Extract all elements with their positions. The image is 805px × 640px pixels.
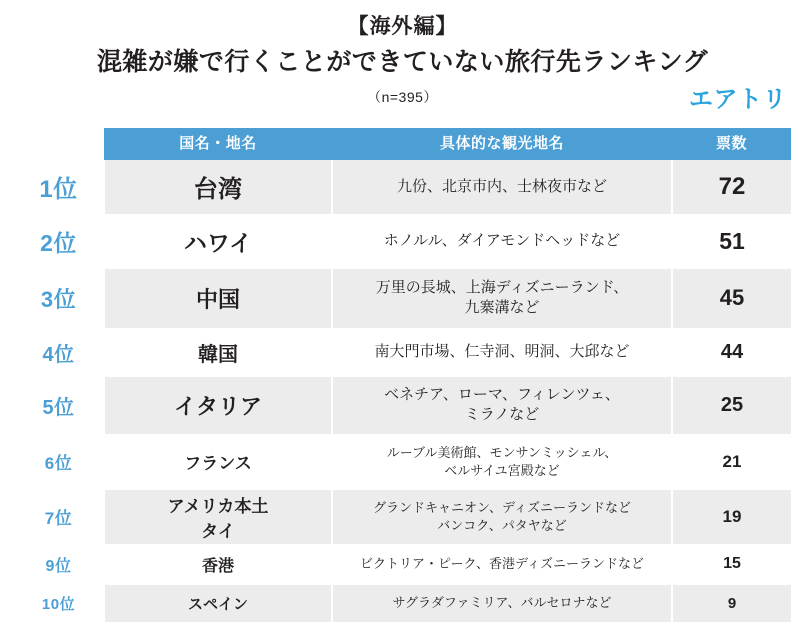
table-row: [14, 584, 791, 622]
spot-line: グランドキャニオン、ディズニーランドなど: [373, 499, 631, 515]
rank-label: 6位: [14, 434, 104, 489]
country-name-line: ハワイ: [183, 229, 253, 256]
table-row: [14, 160, 791, 214]
spot-line: ミラノなど: [464, 406, 540, 423]
country-name: [104, 214, 332, 268]
ranking-table-wrapper: [14, 128, 791, 623]
table-row: [14, 544, 791, 584]
header: [0, 0, 805, 107]
country-name-line: スペイン: [187, 595, 248, 613]
votes-value: 21: [672, 434, 791, 489]
country-name-line: タイ: [201, 521, 235, 541]
spot-line: ホノルル、ダイアモンドヘッドなど: [383, 231, 621, 249]
spot-list: [332, 160, 672, 214]
title-overseas-label: 【海外編】: [347, 15, 458, 38]
spot-line: 九寨溝など: [464, 299, 540, 316]
rank-label: 5位: [14, 376, 104, 434]
table-row: [14, 434, 791, 489]
rank-label: 9位: [14, 544, 104, 584]
table-row: [14, 376, 791, 434]
country-name: [104, 489, 332, 544]
table-row: [14, 268, 791, 328]
votes-value: 45: [672, 268, 791, 328]
country-name-line: 韓国: [198, 343, 238, 366]
rank-label: 3位: [14, 268, 104, 328]
country-name: [104, 328, 332, 376]
country-name: [104, 160, 332, 214]
country-name: [104, 544, 332, 584]
votes-value: 19: [672, 489, 791, 544]
country-name-line: 香港: [201, 557, 234, 575]
country-name-line: アメリカ本土: [167, 496, 269, 516]
table-row: [14, 214, 791, 268]
spot-line: 万里の長城、上海ディズニーランド、: [375, 278, 629, 296]
table-row: [14, 489, 791, 544]
votes-value: 51: [672, 214, 791, 268]
spot-line: 南大門市場、仁寺洞、明洞、大邱など: [374, 342, 630, 360]
spot-list: [332, 489, 672, 544]
spot-list: [332, 214, 672, 268]
rank-label: 4位: [14, 328, 104, 376]
rank-label: 7位: [14, 489, 104, 544]
ranking-table: [14, 128, 791, 623]
votes-value: 44: [672, 328, 791, 376]
country-name-line: イタリア: [173, 393, 262, 419]
spot-list: [332, 268, 672, 328]
page-title: 混雑が嫌で行くことができていない旅行先ランキング: [96, 48, 709, 77]
spot-list: [332, 544, 672, 584]
spot-line: バンコク、パタヤなど: [437, 517, 567, 533]
votes-value: 15: [672, 544, 791, 584]
country-name: [104, 584, 332, 622]
country-name-line: 台湾: [194, 176, 242, 204]
rank-label: 2位: [14, 214, 104, 268]
spot-list: [332, 584, 672, 622]
votes-value: 25: [672, 376, 791, 434]
country-name: [104, 376, 332, 434]
spot-line: サグラダファミリア、バルセロナなど: [392, 595, 612, 611]
sample-size-label: （n=395）: [367, 88, 438, 105]
votes-value: 72: [672, 160, 791, 214]
country-name-line: フランス: [184, 454, 252, 473]
column-header-country: 国名・地名: [104, 128, 332, 160]
spot-line: 九份、北京市内、士林夜市など: [396, 177, 607, 195]
country-name: [104, 434, 332, 489]
country-name: [104, 268, 332, 328]
spot-list: [332, 376, 672, 434]
rank-label: 1位: [14, 160, 104, 214]
table-row: [14, 328, 791, 376]
spot-list: [332, 434, 672, 489]
table-header: [14, 128, 791, 160]
table-body: [14, 160, 791, 622]
rank-label: 10位: [14, 584, 104, 622]
spot-list: [332, 328, 672, 376]
airtrip-logo: エアトリ: [689, 86, 787, 113]
spot-line: ベルサイユ宮殿など: [444, 462, 560, 478]
spot-line: ルーブル美術館、モンサンミッシェル、: [386, 444, 618, 460]
column-header-spots: 具体的な観光地名: [332, 128, 672, 160]
spot-line: ビクトリア・ピーク、香港ディズニーランドなど: [360, 556, 644, 572]
votes-value: 9: [672, 584, 791, 622]
column-header-rank: [14, 128, 104, 160]
spot-line: ベネチア、ローマ、フィレンツェ、: [384, 385, 620, 403]
column-header-votes: 票数: [672, 128, 791, 160]
country-name-line: 中国: [195, 286, 240, 312]
table-header-row: [14, 128, 791, 160]
